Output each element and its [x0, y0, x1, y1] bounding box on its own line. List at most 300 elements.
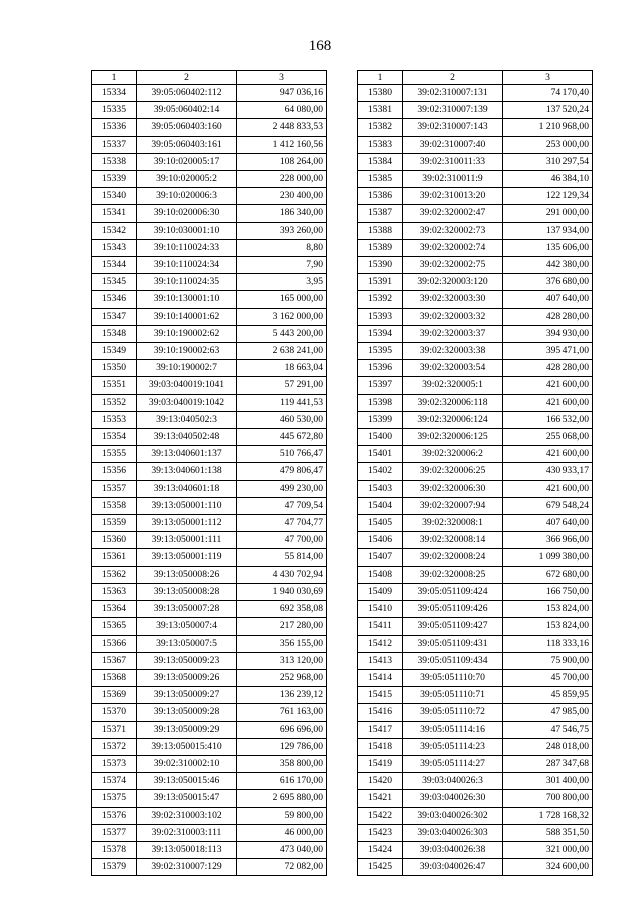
amount: 252 968,00 — [237, 669, 327, 686]
row-number: 15350 — [92, 360, 137, 377]
cadastral-number: 39:13:050009:26 — [137, 669, 237, 686]
table-row — [92, 790, 327, 807]
amount: 118 333,16 — [503, 635, 593, 652]
row-number: 15362 — [92, 566, 137, 583]
row-number: 15349 — [92, 343, 137, 360]
table-row — [358, 515, 593, 532]
amount: 45 700,00 — [503, 669, 593, 686]
row-number: 15379 — [92, 859, 137, 876]
header-col-1: 1 — [92, 71, 137, 85]
row-number: 15399 — [358, 411, 403, 428]
row-number: 15382 — [358, 119, 403, 136]
cadastral-number: 39:02:320006:118 — [403, 394, 503, 411]
table-row — [92, 136, 327, 153]
table-row — [92, 755, 327, 772]
cadastral-number: 39:03:040026:47 — [403, 859, 503, 876]
table-row — [358, 274, 593, 291]
table-row — [92, 222, 327, 239]
row-number: 15424 — [358, 841, 403, 858]
row-number: 15367 — [92, 652, 137, 669]
cadastral-number: 39:03:040026:3 — [403, 773, 503, 790]
amount: 255 068,00 — [503, 429, 593, 446]
amount: 445 672,80 — [237, 429, 327, 446]
cadastral-number: 39:13:050018:113 — [137, 841, 237, 858]
cadastral-number: 39:05:051109:424 — [403, 583, 503, 600]
cadastral-number: 39:02:320006:2 — [403, 446, 503, 463]
table-row — [358, 669, 593, 686]
amount: 428 280,00 — [503, 308, 593, 325]
table-row — [92, 205, 327, 222]
table-row — [358, 738, 593, 755]
row-number: 15343 — [92, 239, 137, 256]
row-number: 15336 — [92, 119, 137, 136]
cadastral-number: 39:13:050007:28 — [137, 601, 237, 618]
amount: 165 000,00 — [237, 291, 327, 308]
row-number: 15359 — [92, 515, 137, 532]
amount: 761 163,00 — [237, 704, 327, 721]
table-row — [358, 532, 593, 549]
row-number: 15396 — [358, 360, 403, 377]
header-col-2: 2 — [137, 71, 237, 85]
table-row — [92, 841, 327, 858]
row-number: 15365 — [92, 618, 137, 635]
row-number: 15405 — [358, 515, 403, 532]
amount: 108 264,00 — [237, 153, 327, 170]
table-row — [92, 652, 327, 669]
row-number: 15418 — [358, 738, 403, 755]
amount: 3,95 — [237, 274, 327, 291]
cadastral-number: 39:02:320007:94 — [403, 497, 503, 514]
row-number: 15422 — [358, 807, 403, 824]
row-number: 15392 — [358, 291, 403, 308]
amount: 679 548,24 — [503, 497, 593, 514]
table-row — [92, 377, 327, 394]
row-number: 15345 — [92, 274, 137, 291]
cadastral-number: 39:02:320003:37 — [403, 325, 503, 342]
row-number: 15377 — [92, 824, 137, 841]
amount: 421 600,00 — [503, 394, 593, 411]
table-row — [92, 429, 327, 446]
row-number: 15378 — [92, 841, 137, 858]
cadastral-number: 39:13:040601:137 — [137, 446, 237, 463]
table-row — [358, 824, 593, 841]
cadastral-number: 39:05:051114:16 — [403, 721, 503, 738]
table-row — [358, 153, 593, 170]
table-row — [92, 859, 327, 876]
cadastral-number: 39:13:040601:138 — [137, 463, 237, 480]
cadastral-number: 39:13:050009:28 — [137, 704, 237, 721]
row-number: 15389 — [358, 239, 403, 256]
cadastral-number: 39:02:320006:124 — [403, 411, 503, 428]
row-number: 15370 — [92, 704, 137, 721]
cadastral-number: 39:02:320003:32 — [403, 308, 503, 325]
table-row — [358, 549, 593, 566]
cadastral-number: 39:02:320002:75 — [403, 257, 503, 274]
table-row — [358, 308, 593, 325]
amount: 228 000,00 — [237, 171, 327, 188]
amount: 217 280,00 — [237, 618, 327, 635]
table-row — [358, 618, 593, 635]
row-number: 15357 — [92, 480, 137, 497]
amount: 395 471,00 — [503, 343, 593, 360]
table-row — [358, 652, 593, 669]
table-row — [358, 136, 593, 153]
table-row — [358, 790, 593, 807]
cadastral-number: 39:02:310003:102 — [137, 807, 237, 824]
row-number: 15391 — [358, 274, 403, 291]
table-row — [358, 394, 593, 411]
amount: 473 040,00 — [237, 841, 327, 858]
cadastral-number: 39:13:050008:26 — [137, 566, 237, 583]
cadastral-number: 39:10:020006:30 — [137, 205, 237, 222]
header-col-3: 3 — [503, 71, 593, 85]
table-row — [358, 325, 593, 342]
amount: 153 824,00 — [503, 618, 593, 635]
table-row — [92, 308, 327, 325]
table-row — [358, 583, 593, 600]
cadastral-number: 39:02:320006:125 — [403, 429, 503, 446]
amount: 358 800,00 — [237, 755, 327, 772]
table-row — [92, 119, 327, 136]
table-row — [92, 411, 327, 428]
row-number: 15425 — [358, 859, 403, 876]
row-number: 15423 — [358, 824, 403, 841]
row-number: 15360 — [92, 532, 137, 549]
amount: 421 600,00 — [503, 480, 593, 497]
cadastral-number: 39:05:051109:427 — [403, 618, 503, 635]
table-row — [358, 377, 593, 394]
row-number: 15368 — [92, 669, 137, 686]
amount: 137 934,00 — [503, 222, 593, 239]
cadastral-number: 39:02:320005:1 — [403, 377, 503, 394]
amount: 7,90 — [237, 257, 327, 274]
table-row — [92, 239, 327, 256]
row-number: 15415 — [358, 687, 403, 704]
cadastral-number: 39:13:050007:5 — [137, 635, 237, 652]
table-row — [358, 635, 593, 652]
table-row — [358, 773, 593, 790]
table-row — [358, 497, 593, 514]
table-row — [358, 85, 593, 102]
table-row — [92, 257, 327, 274]
row-number: 15376 — [92, 807, 137, 824]
amount: 47 985,00 — [503, 704, 593, 721]
cadastral-number: 39:02:310007:40 — [403, 136, 503, 153]
amount: 700 800,00 — [503, 790, 593, 807]
row-number: 15403 — [358, 480, 403, 497]
row-number: 15414 — [358, 669, 403, 686]
row-number: 15400 — [358, 429, 403, 446]
table-row — [358, 566, 593, 583]
amount: 2 695 880,00 — [237, 790, 327, 807]
table-row — [358, 411, 593, 428]
cadastral-number: 39:13:050015:47 — [137, 790, 237, 807]
table-row — [92, 102, 327, 119]
amount: 45 859,95 — [503, 687, 593, 704]
table-row — [92, 515, 327, 532]
amount: 119 441,53 — [237, 394, 327, 411]
amount: 499 230,00 — [237, 480, 327, 497]
amount: 5 443 200,00 — [237, 325, 327, 342]
cadastral-number: 39:05:051109:434 — [403, 652, 503, 669]
amount: 291 000,00 — [503, 205, 593, 222]
amount: 153 824,00 — [503, 601, 593, 618]
row-number: 15397 — [358, 377, 403, 394]
table-row — [358, 222, 593, 239]
row-number: 15372 — [92, 738, 137, 755]
amount: 421 600,00 — [503, 446, 593, 463]
cadastral-number: 39:03:040026:302 — [403, 807, 503, 824]
row-number: 15347 — [92, 308, 137, 325]
cadastral-number: 39:10:020005:17 — [137, 153, 237, 170]
row-number: 15408 — [358, 566, 403, 583]
header-col-3: 3 — [237, 71, 327, 85]
row-number: 15387 — [358, 205, 403, 222]
row-number: 15356 — [92, 463, 137, 480]
header-row — [92, 71, 327, 85]
table-row — [92, 360, 327, 377]
cadastral-number: 39:02:320008:25 — [403, 566, 503, 583]
cadastral-number: 39:13:040601:18 — [137, 480, 237, 497]
table-row — [92, 807, 327, 824]
row-number: 15335 — [92, 102, 137, 119]
amount: 616 170,00 — [237, 773, 327, 790]
row-number: 15369 — [92, 687, 137, 704]
amount: 136 239,12 — [237, 687, 327, 704]
row-number: 15375 — [92, 790, 137, 807]
row-number: 15340 — [92, 188, 137, 205]
table-row — [92, 566, 327, 583]
amount: 166 750,00 — [503, 583, 593, 600]
cadastral-number: 39:05:051110:71 — [403, 687, 503, 704]
table-row — [358, 687, 593, 704]
cadastral-number: 39:05:051109:426 — [403, 601, 503, 618]
table-row — [92, 480, 327, 497]
cadastral-number: 39:02:320002:74 — [403, 239, 503, 256]
row-number: 15366 — [92, 635, 137, 652]
row-number: 15337 — [92, 136, 137, 153]
table-row — [92, 635, 327, 652]
table-row — [92, 463, 327, 480]
amount: 430 933,17 — [503, 463, 593, 480]
amount: 59 800,00 — [237, 807, 327, 824]
cadastral-number: 39:05:060403:161 — [137, 136, 237, 153]
table-row — [358, 102, 593, 119]
cadastral-number: 39:10:110024:35 — [137, 274, 237, 291]
row-number: 15374 — [92, 773, 137, 790]
row-number: 15342 — [92, 222, 137, 239]
row-number: 15355 — [92, 446, 137, 463]
cadastral-number: 39:03:040026:303 — [403, 824, 503, 841]
row-number: 15386 — [358, 188, 403, 205]
table-row — [92, 824, 327, 841]
cadastral-number: 39:03:040019:1041 — [137, 377, 237, 394]
cadastral-number: 39:02:320006:30 — [403, 480, 503, 497]
table-row — [92, 601, 327, 618]
cadastral-number: 39:13:050009:23 — [137, 652, 237, 669]
cadastral-number: 39:13:050001:110 — [137, 497, 237, 514]
amount: 287 347,68 — [503, 755, 593, 772]
row-number: 15416 — [358, 704, 403, 721]
row-number: 15407 — [358, 549, 403, 566]
amount: 394 930,00 — [503, 325, 593, 342]
amount: 135 606,00 — [503, 239, 593, 256]
amount: 74 170,40 — [503, 85, 593, 102]
amount: 356 155,00 — [237, 635, 327, 652]
table-row — [92, 153, 327, 170]
table-row — [92, 446, 327, 463]
row-number: 15390 — [358, 257, 403, 274]
cadastral-number: 39:02:310003:111 — [137, 824, 237, 841]
row-number: 15381 — [358, 102, 403, 119]
cadastral-number: 39:02:320003:38 — [403, 343, 503, 360]
table-row — [358, 205, 593, 222]
row-number: 15419 — [358, 755, 403, 772]
row-number: 15402 — [358, 463, 403, 480]
amount: 4 430 702,94 — [237, 566, 327, 583]
registry-table-left — [91, 70, 327, 876]
table-row — [92, 274, 327, 291]
row-number: 15412 — [358, 635, 403, 652]
amount: 1 099 380,00 — [503, 549, 593, 566]
cadastral-number: 39:10:020006:3 — [137, 188, 237, 205]
row-number: 15384 — [358, 153, 403, 170]
cadastral-number: 39:02:310007:143 — [403, 119, 503, 136]
cadastral-number: 39:10:140001:62 — [137, 308, 237, 325]
cadastral-number: 39:02:320008:1 — [403, 515, 503, 532]
cadastral-number: 39:13:040502:48 — [137, 429, 237, 446]
cadastral-number: 39:13:050001:112 — [137, 515, 237, 532]
table-row — [92, 85, 327, 102]
cadastral-number: 39:02:320003:30 — [403, 291, 503, 308]
row-number: 15413 — [358, 652, 403, 669]
table-row — [358, 446, 593, 463]
row-number: 15339 — [92, 171, 137, 188]
table-row — [358, 721, 593, 738]
table-row — [92, 583, 327, 600]
table-row — [358, 343, 593, 360]
table-row — [358, 755, 593, 772]
amount: 428 280,00 — [503, 360, 593, 377]
header-col-2: 2 — [403, 71, 503, 85]
table-row — [358, 704, 593, 721]
row-number: 15401 — [358, 446, 403, 463]
cadastral-number: 39:13:050015:46 — [137, 773, 237, 790]
cadastral-number: 39:05:060402:14 — [137, 102, 237, 119]
amount: 55 814,00 — [237, 549, 327, 566]
amount: 46 384,10 — [503, 171, 593, 188]
table-row — [358, 360, 593, 377]
table-row — [92, 773, 327, 790]
table-row — [92, 687, 327, 704]
amount: 47 546,75 — [503, 721, 593, 738]
row-number: 15344 — [92, 257, 137, 274]
row-number: 15373 — [92, 755, 137, 772]
amount: 248 018,00 — [503, 738, 593, 755]
amount: 310 297,54 — [503, 153, 593, 170]
page-number: 168 — [308, 38, 332, 54]
amount: 8,80 — [237, 239, 327, 256]
table-row — [92, 704, 327, 721]
row-number: 15417 — [358, 721, 403, 738]
cadastral-number: 39:13:050009:27 — [137, 687, 237, 704]
amount: 460 530,00 — [237, 411, 327, 428]
cadastral-number: 39:03:040026:38 — [403, 841, 503, 858]
row-number: 15353 — [92, 411, 137, 428]
amount: 376 680,00 — [503, 274, 593, 291]
cadastral-number: 39:02:320008:24 — [403, 549, 503, 566]
table-row — [358, 429, 593, 446]
amount: 57 291,00 — [237, 377, 327, 394]
amount: 313 120,00 — [237, 652, 327, 669]
cadastral-number: 39:13:050009:29 — [137, 721, 237, 738]
cadastral-number: 39:02:320003:120 — [403, 274, 503, 291]
table-row — [92, 188, 327, 205]
amount: 72 082,00 — [237, 859, 327, 876]
registry-table-right — [357, 70, 593, 876]
amount: 421 600,00 — [503, 377, 593, 394]
table-row — [92, 738, 327, 755]
amount: 47 704,77 — [237, 515, 327, 532]
row-number: 15398 — [358, 394, 403, 411]
table-row — [358, 171, 593, 188]
cadastral-number: 39:02:320002:47 — [403, 205, 503, 222]
amount: 393 260,00 — [237, 222, 327, 239]
cadastral-number: 39:10:190002:7 — [137, 360, 237, 377]
cadastral-number: 39:02:320008:14 — [403, 532, 503, 549]
cadastral-number: 39:05:051114:27 — [403, 755, 503, 772]
cadastral-number: 39:02:320003:54 — [403, 360, 503, 377]
cadastral-number: 39:03:040019:1042 — [137, 394, 237, 411]
cadastral-number: 39:10:190002:62 — [137, 325, 237, 342]
amount: 253 000,00 — [503, 136, 593, 153]
amount: 2 638 241,00 — [237, 343, 327, 360]
amount: 1 412 160,56 — [237, 136, 327, 153]
row-number: 15394 — [358, 325, 403, 342]
row-number: 15380 — [358, 85, 403, 102]
amount: 186 340,00 — [237, 205, 327, 222]
cadastral-number: 39:13:050001:111 — [137, 532, 237, 549]
amount: 947 036,16 — [237, 85, 327, 102]
cadastral-number: 39:05:051110:70 — [403, 669, 503, 686]
table-row — [92, 497, 327, 514]
amount: 122 129,34 — [503, 188, 593, 205]
amount: 47 709,54 — [237, 497, 327, 514]
amount: 1 940 030,69 — [237, 583, 327, 600]
table-row — [92, 394, 327, 411]
cadastral-number: 39:02:320002:73 — [403, 222, 503, 239]
table-row — [92, 171, 327, 188]
amount: 696 696,00 — [237, 721, 327, 738]
table-row — [358, 188, 593, 205]
amount: 1 210 968,00 — [503, 119, 593, 136]
table-row — [92, 325, 327, 342]
row-number: 15388 — [358, 222, 403, 239]
cadastral-number: 39:02:310002:10 — [137, 755, 237, 772]
cadastral-number: 39:02:310011:33 — [403, 153, 503, 170]
row-number: 15352 — [92, 394, 137, 411]
row-number: 15395 — [358, 343, 403, 360]
cadastral-number: 39:10:020005:2 — [137, 171, 237, 188]
table-row — [92, 549, 327, 566]
amount: 479 806,47 — [237, 463, 327, 480]
amount: 301 400,00 — [503, 773, 593, 790]
table-row — [358, 601, 593, 618]
table-row — [358, 841, 593, 858]
amount: 1 728 168,32 — [503, 807, 593, 824]
cadastral-number: 39:10:130001:10 — [137, 291, 237, 308]
cadastral-number: 39:02:310007:139 — [403, 102, 503, 119]
